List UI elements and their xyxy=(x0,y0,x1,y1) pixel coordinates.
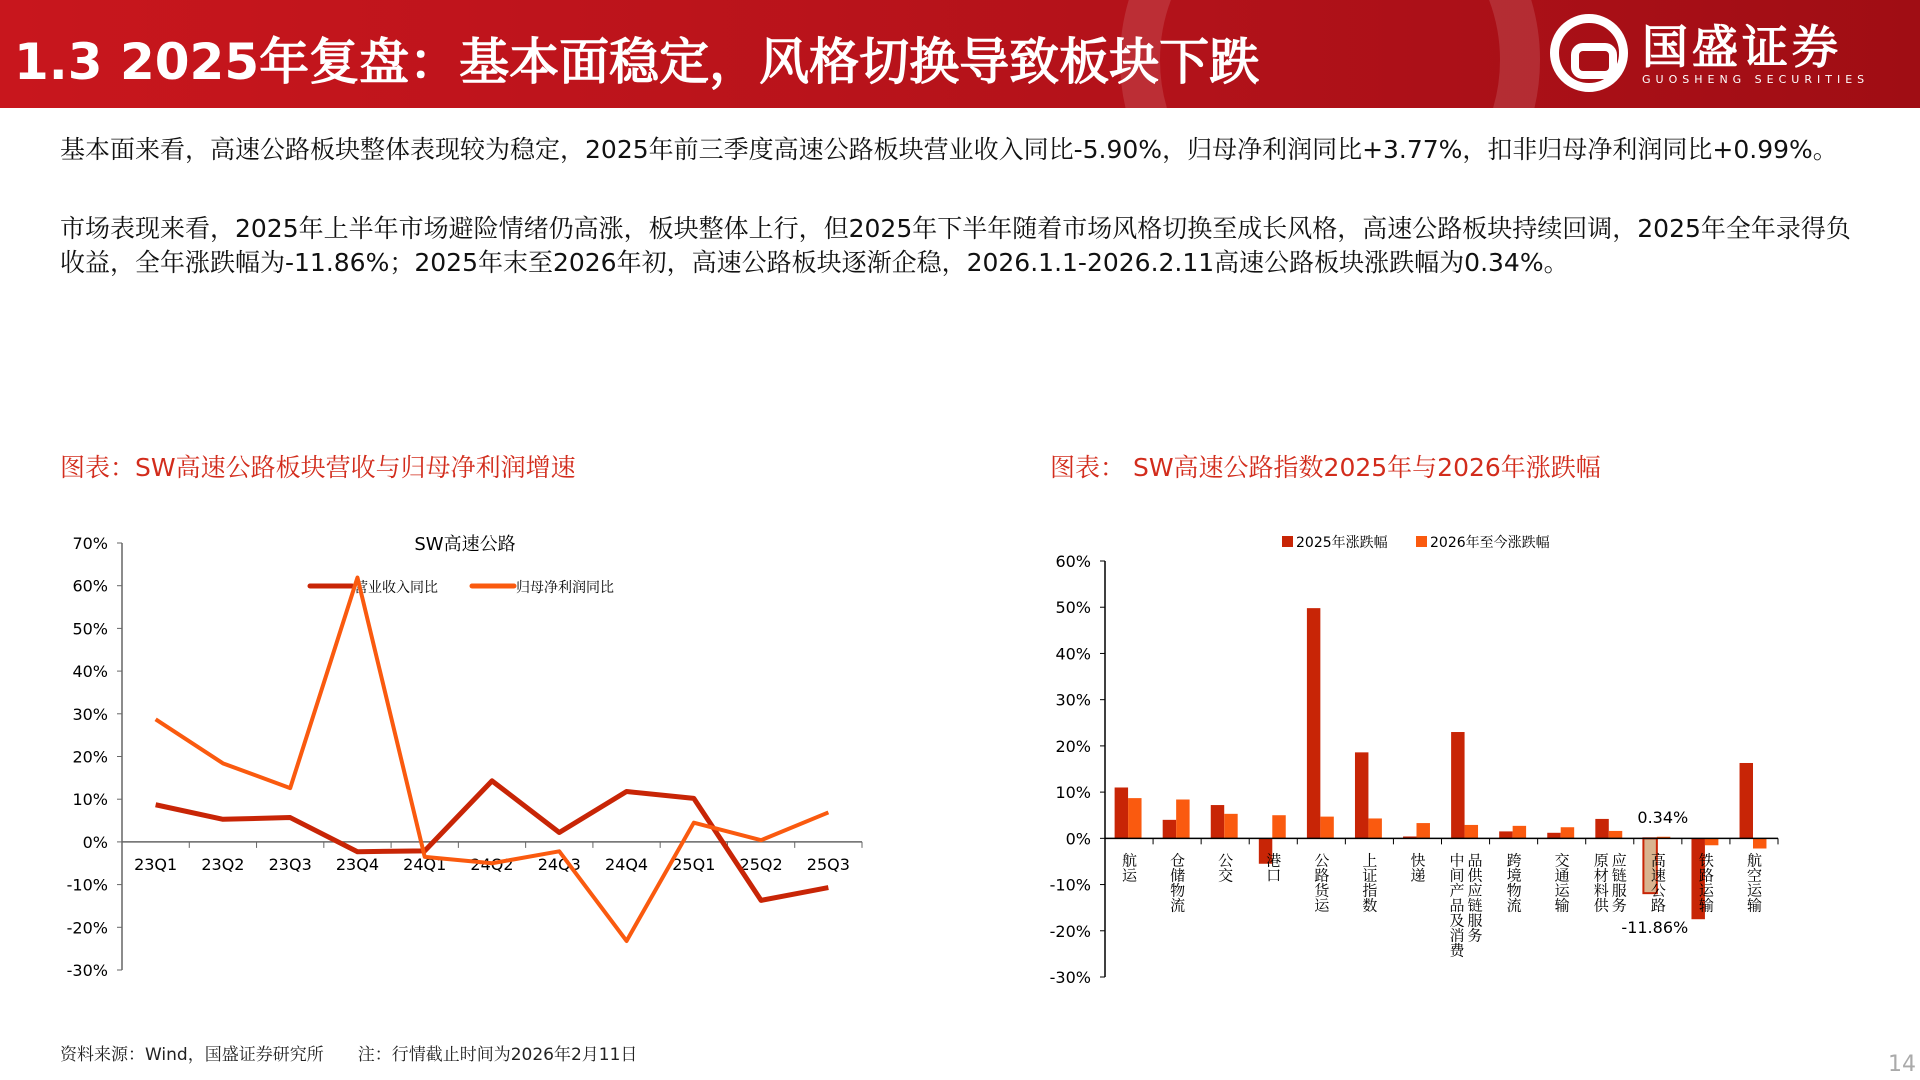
x-tick-label: 航空运输 xyxy=(1744,852,1763,913)
bar xyxy=(1595,819,1608,838)
x-tick-label: 23Q2 xyxy=(201,854,245,874)
x-tick-label: 仓储物流 xyxy=(1168,852,1187,913)
y-tick-label: 20% xyxy=(1055,736,1091,756)
bar xyxy=(1355,752,1368,838)
bar xyxy=(1163,820,1176,838)
chart-caption-right: 图表： SW高速公路指数2025年与2026年涨跌幅 xyxy=(1050,453,1601,482)
y-tick-label: 50% xyxy=(1055,598,1091,618)
page-title: 1.3 2025年复盘：基本面稳定，风格切换导致板块下跌 xyxy=(14,33,1260,91)
x-tick-label: 24Q3 xyxy=(537,854,581,874)
y-tick-label: -30% xyxy=(66,961,108,980)
y-tick-label: 0% xyxy=(1065,829,1091,849)
legend-swatch xyxy=(1416,536,1427,547)
legend-label: 归母净利润同比 xyxy=(516,580,614,596)
chart-title: SW高速公路 xyxy=(414,534,516,555)
x-tick-label: 交通运输 xyxy=(1552,852,1571,913)
bar xyxy=(1705,838,1718,845)
x-tick-label: 航运 xyxy=(1120,852,1139,883)
y-tick-label: -10% xyxy=(66,875,108,895)
chart-caption-left: 图表：SW高速公路板块营收与归母净利润增速 xyxy=(60,453,576,482)
y-tick-label: 60% xyxy=(72,576,108,596)
x-tick-label: 24Q4 xyxy=(604,854,649,874)
x-tick-label: 25Q3 xyxy=(806,854,850,874)
x-tick-label: 24Q2 xyxy=(470,854,514,874)
x-tick-label: 23Q1 xyxy=(134,854,178,874)
y-tick-label: 50% xyxy=(72,619,108,639)
bar xyxy=(1753,838,1766,848)
page-number: 14 xyxy=(1888,1052,1916,1077)
series-line-0 xyxy=(156,781,829,901)
x-tick-label: 港口 xyxy=(1264,852,1283,883)
y-tick-label: 40% xyxy=(1055,644,1091,664)
x-tick-label: 23Q4 xyxy=(335,854,380,874)
x-tick-label: 铁路运输 xyxy=(1696,852,1715,913)
bar xyxy=(1499,831,1512,838)
x-tick-label: 高速公路 xyxy=(1648,852,1667,913)
bar xyxy=(1740,763,1753,838)
x-tick-label: 公交 xyxy=(1216,852,1235,883)
bar xyxy=(1176,800,1189,839)
bar xyxy=(1320,817,1333,839)
bar xyxy=(1513,826,1526,838)
bar xyxy=(1368,818,1381,838)
legend-label: 营业收入同比 xyxy=(354,580,438,596)
y-tick-label: -30% xyxy=(1049,968,1091,987)
bar xyxy=(1609,831,1622,838)
x-tick-label: 25Q1 xyxy=(672,854,716,874)
logo-subtext: GUOSHENG SECURITIES xyxy=(1642,72,1870,86)
bar xyxy=(1272,815,1285,838)
source-note: 资料来源：Wind，国盛证券研究所 注：行情截止时间为2026年2月11日 xyxy=(60,1045,638,1065)
y-tick-label: -20% xyxy=(66,918,108,938)
y-tick-label: 30% xyxy=(72,704,108,724)
y-tick-label: -20% xyxy=(1049,921,1091,941)
bar xyxy=(1115,787,1128,838)
legend-label: 2025年涨跌幅 xyxy=(1296,535,1388,551)
legend-label: 2026年至今涨跌幅 xyxy=(1430,535,1550,551)
paragraph-fundamentals: 基本面来看，高速公路板块整体表现较为稳定，2025年前三季度高速公路板块营业收入同比-5.90%，归母净利润同比+3.77%，扣非归母净利润同比+0.99%。 xyxy=(60,135,1838,164)
bar xyxy=(1451,732,1464,838)
y-tick-label: 70% xyxy=(72,534,108,553)
bar xyxy=(1128,798,1141,838)
bar xyxy=(1465,825,1478,838)
y-tick-label: 40% xyxy=(72,662,108,682)
x-tick-label: 原材料供应链服务 xyxy=(1591,852,1628,913)
x-tick-label: 快递 xyxy=(1408,852,1427,883)
bar xyxy=(1307,608,1320,838)
x-tick-label: 24Q1 xyxy=(403,854,447,874)
legend-swatch xyxy=(1282,536,1293,547)
x-tick-label: 上证指数 xyxy=(1360,852,1379,913)
x-tick-label: 跨境物流 xyxy=(1504,852,1523,913)
x-tick-label: 中间产品及消费品供应链服务 xyxy=(1447,852,1484,958)
y-tick-label: 20% xyxy=(72,747,108,767)
y-tick-label: 60% xyxy=(1055,552,1091,571)
bar xyxy=(1224,814,1237,838)
bar xyxy=(1561,827,1574,838)
bar xyxy=(1547,833,1560,839)
x-tick-label: 25Q2 xyxy=(739,854,783,874)
y-tick-label: -10% xyxy=(1049,875,1091,895)
y-tick-label: 10% xyxy=(72,790,108,810)
data-label: -11.86% xyxy=(1621,918,1689,938)
paragraph-market: 市场表现来看，2025年上半年市场避险情绪仍高涨，板块整体上行，但2025年下半年随着市场风格切换至成长风格，高速公路板块持续回调，2025年全年录得负收益，全年涨跌幅为-11.86%；2025年末至2026年初，高速公路板块逐渐企稳，2026.1.1-2026.2.11高速公路板块涨跌幅为0.34%。 xyxy=(60,214,1851,277)
x-tick-label: 公路货运 xyxy=(1312,852,1331,913)
bar xyxy=(1417,823,1430,838)
y-tick-label: 10% xyxy=(1055,783,1091,803)
bar xyxy=(1211,805,1224,838)
logo-text: 国盛证券 xyxy=(1642,19,1842,74)
y-tick-label: 30% xyxy=(1055,690,1091,710)
y-tick-label: 0% xyxy=(82,832,108,852)
x-tick-label: 23Q3 xyxy=(268,854,312,874)
series-line-1 xyxy=(156,578,829,941)
data-label: 0.34% xyxy=(1637,807,1689,827)
